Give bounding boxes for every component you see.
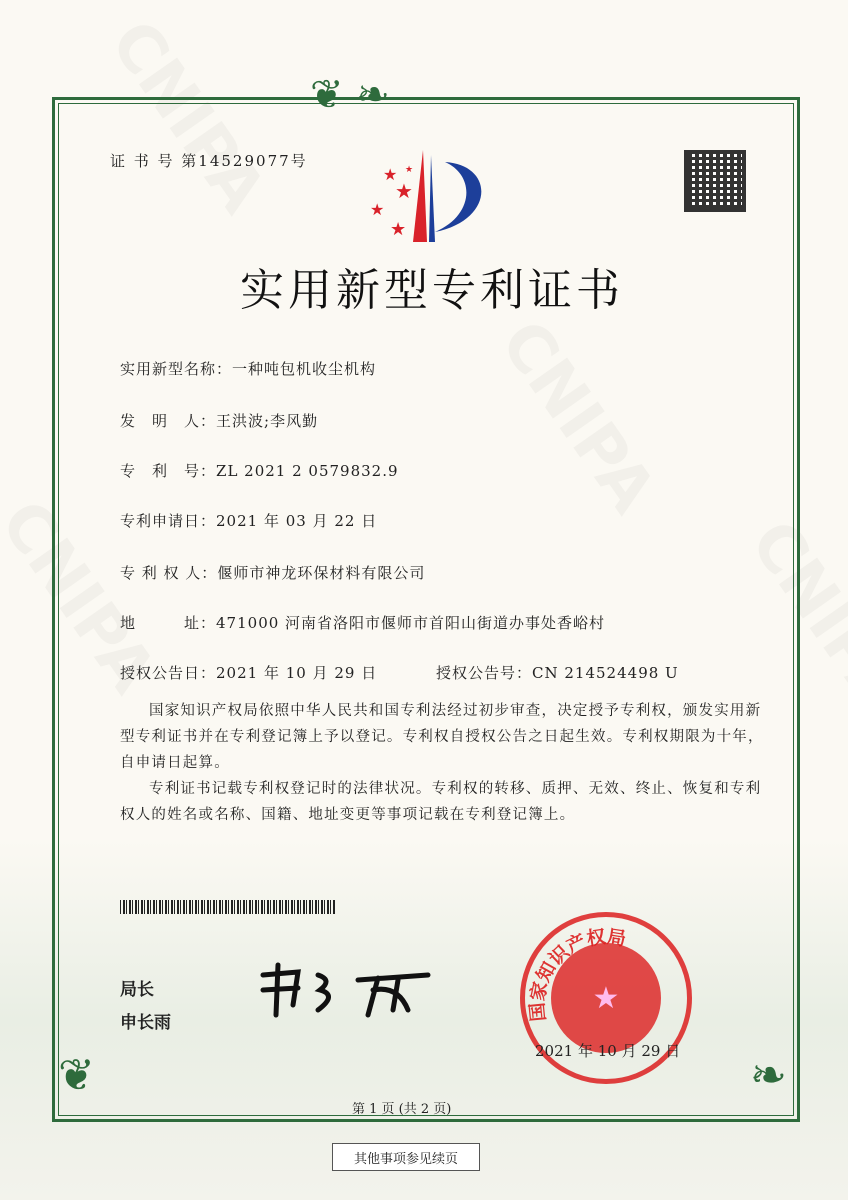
field-inventors: 发 明 人：王洪波;李风勤 <box>120 412 319 430</box>
director-name: 申长雨 <box>120 1013 171 1033</box>
svg-text:★: ★ <box>390 219 407 240</box>
seal-date: 2021 年 10 月 29 日 <box>535 1042 681 1060</box>
statement-paragraph-2: 专利证书记载专利权登记时的法律状况。专利权的转移、质押、无效、终止、恢复和专利权人的姓名或名称、国籍、地址变更等事项记载在专利登记簿上。 <box>120 781 762 823</box>
svg-text:★: ★ <box>405 165 414 175</box>
field-announce-number: 授权公告号：CN 214524498 U <box>436 664 679 682</box>
certificate-title: 实用新型专利证书 <box>240 265 624 316</box>
director-title: 局长 <box>120 980 154 1000</box>
field-name: 实用新型名称：一种吨包机收尘机构 <box>120 360 377 378</box>
svg-text:★: ★ <box>395 179 413 203</box>
svg-text:★: ★ <box>383 165 398 184</box>
field-grant-date: 授权公告日：2021 年 10 月 29 日 <box>120 664 378 682</box>
director-signature <box>258 960 438 1020</box>
field-patentee: 专 利 权 人：偃师市神龙环保材料有限公司 <box>120 564 426 582</box>
ornament-top: ❦ ❧ <box>310 72 390 118</box>
national-emblem-icon: ★ <box>551 943 661 1053</box>
certificate-number: 证 书 号 第14529077号 <box>110 152 308 170</box>
qr-code <box>684 150 746 212</box>
svg-text:★: ★ <box>370 200 385 219</box>
ornament-bottom-left: ❦ <box>58 1050 95 1101</box>
field-address: 地 址：471000 河南省洛阳市偃师市首阳山街道办事处香峪村 <box>120 614 606 632</box>
field-application-date: 专利申请日：2021 年 03 月 22 日 <box>120 512 378 530</box>
cnipa-logo <box>365 150 490 245</box>
continued-note: 其他事项参见续页 <box>332 1143 480 1171</box>
statement-paragraph-1: 国家知识产权局依照中华人民共和国专利法经过初步审查，决定授予专利权，颁发实用新型专利证书并在专利登记簿上予以登记。专利权自授权公告之日起生效。专利权期限为十年，自申请日起算。 <box>120 703 764 771</box>
ornament-bottom-right: ❧ <box>750 1050 787 1101</box>
barcode <box>120 900 335 914</box>
svg-text:国家知识产权局: 国家知识产权局 <box>526 925 628 1023</box>
page-indicator: 第 1 页 (共 2 页) <box>352 1102 452 1117</box>
field-patent-number: 专 利 号：ZL 2021 2 0579832.9 <box>120 462 399 480</box>
